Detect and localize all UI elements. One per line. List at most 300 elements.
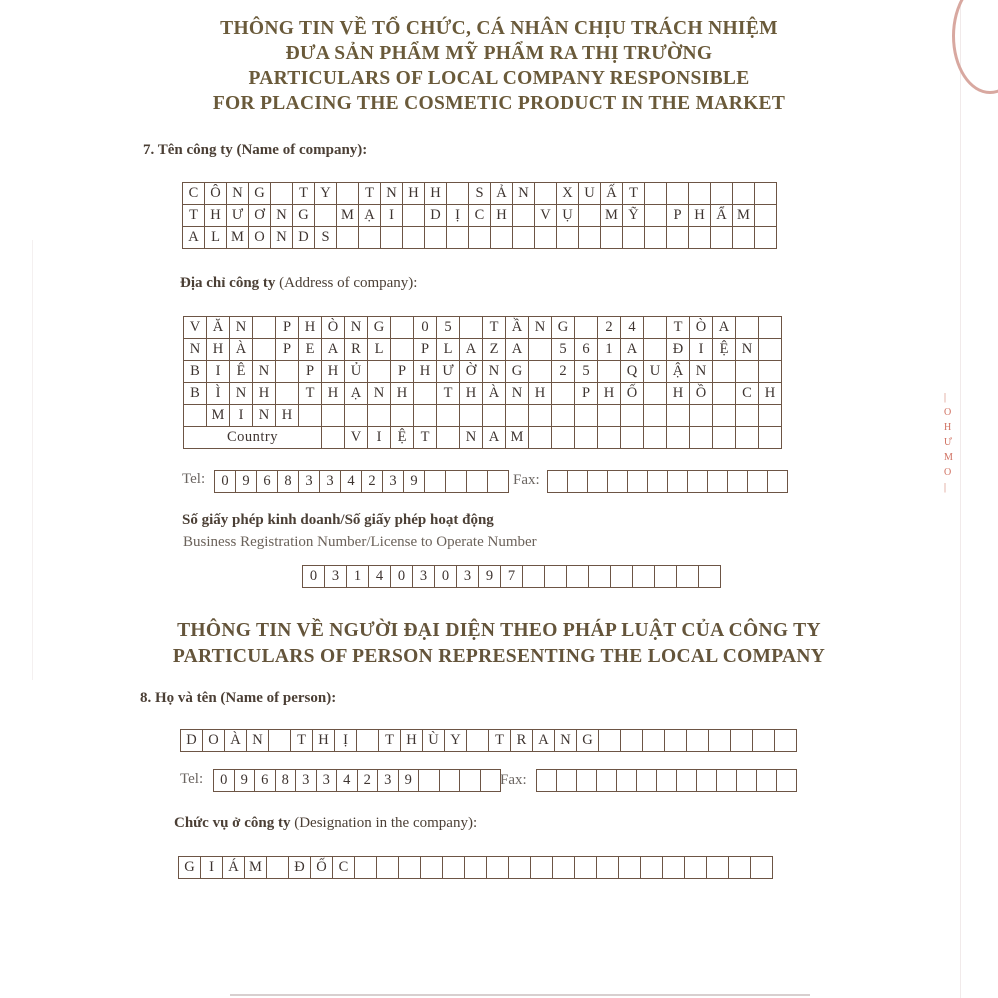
letter-box[interactable]: A xyxy=(322,339,345,361)
letter-box[interactable] xyxy=(276,361,299,383)
letter-box[interactable] xyxy=(628,471,648,493)
letter-box[interactable]: Ù xyxy=(423,730,445,752)
letter-box[interactable] xyxy=(184,405,207,427)
letter-box[interactable] xyxy=(391,339,414,361)
letter-box[interactable]: V xyxy=(345,427,368,449)
letter-box[interactable] xyxy=(437,405,460,427)
letter-box[interactable] xyxy=(465,857,487,879)
letter-box[interactable]: 2 xyxy=(362,471,383,493)
letter-box[interactable] xyxy=(535,227,557,249)
letter-box[interactable]: Y xyxy=(315,183,337,205)
letter-box[interactable] xyxy=(599,730,621,752)
person-name-grid[interactable] xyxy=(180,729,797,752)
letter-box[interactable] xyxy=(687,730,709,752)
letter-box[interactable] xyxy=(509,857,531,879)
letter-box[interactable]: 4 xyxy=(337,770,358,792)
letter-box[interactable]: 0 xyxy=(215,471,236,493)
letter-box[interactable]: P xyxy=(575,383,598,405)
letter-box[interactable] xyxy=(644,317,667,339)
letter-box[interactable]: H xyxy=(414,361,437,383)
letter-box[interactable] xyxy=(391,317,414,339)
letter-box[interactable]: 6 xyxy=(257,471,278,493)
letter-box[interactable] xyxy=(487,857,509,879)
letter-box[interactable] xyxy=(447,183,469,205)
letter-box[interactable] xyxy=(552,383,575,405)
letter-box[interactable]: S xyxy=(315,227,337,249)
letter-box[interactable]: N xyxy=(690,361,713,383)
letter-box[interactable]: À xyxy=(225,730,247,752)
letter-box[interactable]: D xyxy=(425,205,447,227)
letter-box[interactable]: Ò xyxy=(322,317,345,339)
letter-box[interactable]: Ạ xyxy=(359,205,381,227)
letter-box[interactable]: H xyxy=(276,405,299,427)
letter-box[interactable]: Á xyxy=(223,857,245,879)
letter-box[interactable] xyxy=(645,227,667,249)
letter-box[interactable] xyxy=(689,227,711,249)
letter-box[interactable]: 3 xyxy=(320,471,341,493)
letter-box[interactable] xyxy=(535,183,557,205)
letter-box[interactable] xyxy=(667,183,689,205)
letter-box[interactable] xyxy=(271,183,293,205)
letter-box[interactable] xyxy=(667,405,690,427)
letter-box[interactable] xyxy=(689,183,711,205)
letter-box[interactable] xyxy=(460,317,483,339)
letter-box[interactable] xyxy=(403,227,425,249)
letter-box[interactable] xyxy=(419,770,440,792)
letter-box[interactable]: C xyxy=(736,383,759,405)
letter-box[interactable]: C xyxy=(469,205,491,227)
letter-box[interactable] xyxy=(425,227,447,249)
letter-box[interactable]: 1 xyxy=(598,339,621,361)
letter-box[interactable]: Đ xyxy=(667,339,690,361)
letter-box[interactable]: M xyxy=(207,405,230,427)
letter-box[interactable]: Ô xyxy=(205,183,227,205)
letter-box[interactable]: P xyxy=(391,361,414,383)
letter-box[interactable]: R xyxy=(345,339,368,361)
letter-box[interactable]: Z xyxy=(483,339,506,361)
letter-box[interactable] xyxy=(552,405,575,427)
letter-box[interactable] xyxy=(677,770,697,792)
letter-box[interactable]: H xyxy=(529,383,552,405)
letter-box[interactable]: G xyxy=(506,361,529,383)
letter-box[interactable] xyxy=(253,339,276,361)
letter-box[interactable] xyxy=(668,471,688,493)
letter-box[interactable]: H xyxy=(299,317,322,339)
letter-box[interactable] xyxy=(775,730,797,752)
letter-box[interactable]: N xyxy=(736,339,759,361)
letter-box[interactable] xyxy=(506,405,529,427)
letter-box[interactable]: 9 xyxy=(236,471,257,493)
letter-box[interactable] xyxy=(667,427,690,449)
letter-box[interactable] xyxy=(611,566,633,588)
letter-box[interactable] xyxy=(377,857,399,879)
letter-box[interactable] xyxy=(575,857,597,879)
letter-box[interactable]: 8 xyxy=(276,770,297,792)
letter-box[interactable]: P xyxy=(276,317,299,339)
letter-box[interactable]: G xyxy=(249,183,271,205)
letter-box[interactable] xyxy=(736,317,759,339)
company-tel-grid[interactable] xyxy=(214,470,509,493)
letter-box[interactable]: 3 xyxy=(325,566,347,588)
license-number-grid[interactable] xyxy=(302,565,721,588)
letter-box[interactable]: T xyxy=(483,317,506,339)
letter-box[interactable] xyxy=(391,405,414,427)
letter-box[interactable]: Ậ xyxy=(667,361,690,383)
letter-box[interactable]: P xyxy=(276,339,299,361)
letter-box[interactable]: 3 xyxy=(413,566,435,588)
letter-box[interactable] xyxy=(368,405,391,427)
letter-box[interactable]: I xyxy=(690,339,713,361)
letter-box[interactable]: 3 xyxy=(296,770,317,792)
letter-box[interactable]: Ồ xyxy=(690,383,713,405)
letter-box[interactable] xyxy=(748,471,768,493)
letter-box[interactable] xyxy=(513,227,535,249)
letter-box[interactable] xyxy=(621,427,644,449)
letter-box[interactable]: 1 xyxy=(347,566,369,588)
letter-box[interactable] xyxy=(322,427,345,449)
letter-box[interactable]: M xyxy=(506,427,529,449)
letter-box[interactable]: À xyxy=(483,383,506,405)
letter-box[interactable]: Ấ xyxy=(601,183,623,205)
letter-box[interactable] xyxy=(759,317,782,339)
letter-box[interactable]: 9 xyxy=(479,566,501,588)
letter-box[interactable] xyxy=(713,361,736,383)
letter-box[interactable]: H xyxy=(403,183,425,205)
letter-box[interactable] xyxy=(399,857,421,879)
letter-box[interactable]: N xyxy=(529,317,552,339)
letter-box[interactable] xyxy=(608,471,628,493)
letter-box[interactable]: Ệ xyxy=(391,427,414,449)
letter-box[interactable]: N xyxy=(271,205,293,227)
letter-box[interactable]: Ụ xyxy=(557,205,579,227)
letter-box[interactable] xyxy=(755,183,777,205)
letter-box[interactable] xyxy=(269,730,291,752)
letter-box[interactable]: N xyxy=(483,361,506,383)
letter-box[interactable] xyxy=(711,183,733,205)
letter-box[interactable]: 4 xyxy=(369,566,391,588)
letter-box[interactable]: L xyxy=(205,227,227,249)
letter-box[interactable]: 3 xyxy=(378,770,399,792)
letter-box[interactable]: T xyxy=(623,183,645,205)
letter-box[interactable]: T xyxy=(437,383,460,405)
letter-box[interactable] xyxy=(598,427,621,449)
letter-box[interactable]: Đ xyxy=(289,857,311,879)
letter-box[interactable] xyxy=(357,730,379,752)
letter-box[interactable]: B xyxy=(184,361,207,383)
letter-box[interactable] xyxy=(601,227,623,249)
letter-box[interactable] xyxy=(467,471,488,493)
letter-box[interactable]: H xyxy=(667,383,690,405)
letter-box[interactable] xyxy=(619,857,641,879)
letter-box[interactable]: Q xyxy=(621,361,644,383)
letter-box[interactable]: M xyxy=(227,227,249,249)
letter-box[interactable]: D xyxy=(293,227,315,249)
letter-box[interactable]: R xyxy=(511,730,533,752)
letter-box[interactable] xyxy=(728,471,748,493)
letter-box[interactable] xyxy=(713,427,736,449)
letter-box[interactable] xyxy=(597,857,619,879)
letter-box[interactable] xyxy=(575,405,598,427)
letter-box[interactable]: G xyxy=(577,730,599,752)
letter-box[interactable] xyxy=(322,405,345,427)
letter-box[interactable] xyxy=(567,566,589,588)
letter-box[interactable] xyxy=(709,730,731,752)
letter-box[interactable] xyxy=(733,183,755,205)
letter-box[interactable] xyxy=(717,770,737,792)
letter-box[interactable]: Ạ xyxy=(345,383,368,405)
letter-box[interactable]: 5 xyxy=(575,361,598,383)
letter-box[interactable] xyxy=(529,361,552,383)
letter-box[interactable]: H xyxy=(401,730,423,752)
letter-box[interactable]: H xyxy=(425,183,447,205)
letter-box[interactable] xyxy=(623,227,645,249)
letter-box[interactable]: C xyxy=(333,857,355,879)
letter-box[interactable] xyxy=(588,471,608,493)
letter-box[interactable] xyxy=(731,730,753,752)
letter-box[interactable] xyxy=(488,471,509,493)
letter-box[interactable] xyxy=(777,770,797,792)
letter-box[interactable]: N xyxy=(513,183,535,205)
letter-box[interactable]: Ủ xyxy=(345,361,368,383)
letter-box[interactable] xyxy=(513,205,535,227)
letter-box[interactable]: T xyxy=(299,383,322,405)
letter-box[interactable]: Ỹ xyxy=(623,205,645,227)
letter-box[interactable] xyxy=(697,770,717,792)
letter-box[interactable]: I xyxy=(207,361,230,383)
letter-box[interactable]: 6 xyxy=(255,770,276,792)
letter-box[interactable] xyxy=(751,857,773,879)
letter-box[interactable] xyxy=(368,361,391,383)
company-fax-grid[interactable] xyxy=(547,470,788,493)
letter-box[interactable]: N xyxy=(368,383,391,405)
letter-box[interactable] xyxy=(736,427,759,449)
letter-box[interactable]: Ệ xyxy=(713,339,736,361)
letter-box[interactable]: 4 xyxy=(621,317,644,339)
letter-box[interactable] xyxy=(644,383,667,405)
letter-box[interactable]: A xyxy=(483,427,506,449)
letter-box[interactable]: P xyxy=(667,205,689,227)
letter-box[interactable]: Ư xyxy=(437,361,460,383)
letter-box[interactable]: I xyxy=(230,405,253,427)
letter-box[interactable] xyxy=(355,857,377,879)
letter-box[interactable]: L xyxy=(368,339,391,361)
letter-box[interactable]: H xyxy=(689,205,711,227)
letter-box[interactable]: A xyxy=(533,730,555,752)
letter-box[interactable] xyxy=(688,471,708,493)
letter-box[interactable]: Ư xyxy=(227,205,249,227)
letter-box[interactable] xyxy=(645,183,667,205)
letter-box[interactable]: N xyxy=(253,361,276,383)
letter-box[interactable] xyxy=(759,405,782,427)
letter-box[interactable] xyxy=(469,227,491,249)
letter-box[interactable]: H xyxy=(313,730,335,752)
letter-box[interactable] xyxy=(579,227,601,249)
letter-box[interactable]: N xyxy=(253,405,276,427)
letter-box[interactable] xyxy=(699,566,721,588)
letter-box[interactable]: 8 xyxy=(278,471,299,493)
letter-box[interactable]: 4 xyxy=(341,471,362,493)
letter-box[interactable]: V xyxy=(535,205,557,227)
letter-box[interactable]: 9 xyxy=(404,471,425,493)
letter-box[interactable] xyxy=(421,857,443,879)
letter-box[interactable] xyxy=(589,566,611,588)
letter-box[interactable]: Ả xyxy=(491,183,513,205)
letter-box[interactable] xyxy=(768,471,788,493)
letter-box[interactable] xyxy=(657,770,677,792)
letter-box[interactable]: A xyxy=(621,339,644,361)
letter-box[interactable]: H xyxy=(322,361,345,383)
letter-box[interactable] xyxy=(315,205,337,227)
letter-box[interactable] xyxy=(531,857,553,879)
letter-box[interactable]: Ì xyxy=(207,383,230,405)
letter-box[interactable]: 3 xyxy=(317,770,338,792)
letter-box[interactable] xyxy=(381,227,403,249)
letter-box[interactable]: V xyxy=(184,317,207,339)
letter-box[interactable] xyxy=(437,427,460,449)
letter-box[interactable]: O xyxy=(249,227,271,249)
letter-box[interactable] xyxy=(759,361,782,383)
letter-box[interactable] xyxy=(645,205,667,227)
letter-box[interactable] xyxy=(467,730,489,752)
letter-box[interactable] xyxy=(598,361,621,383)
letter-box[interactable]: H xyxy=(759,383,782,405)
letter-box[interactable]: Y xyxy=(445,730,467,752)
letter-box[interactable]: N xyxy=(184,339,207,361)
letter-box[interactable] xyxy=(267,857,289,879)
letter-box[interactable] xyxy=(253,317,276,339)
letter-box[interactable]: 0 xyxy=(391,566,413,588)
letter-box[interactable] xyxy=(711,227,733,249)
letter-box[interactable] xyxy=(553,857,575,879)
letter-box[interactable] xyxy=(644,427,667,449)
letter-box[interactable] xyxy=(443,857,465,879)
letter-box[interactable]: 5 xyxy=(437,317,460,339)
letter-box[interactable]: N xyxy=(345,317,368,339)
letter-box[interactable] xyxy=(577,770,597,792)
letter-box[interactable]: U xyxy=(579,183,601,205)
letter-box[interactable]: Ố xyxy=(311,857,333,879)
letter-box[interactable] xyxy=(737,770,757,792)
letter-box[interactable] xyxy=(644,405,667,427)
letter-box[interactable]: G xyxy=(368,317,391,339)
letter-box[interactable]: N xyxy=(555,730,577,752)
letter-box[interactable]: Ò xyxy=(690,317,713,339)
letter-box[interactable]: 2 xyxy=(552,361,575,383)
letter-box[interactable] xyxy=(733,227,755,249)
letter-box[interactable] xyxy=(713,405,736,427)
letter-box[interactable] xyxy=(337,227,359,249)
letter-box[interactable] xyxy=(759,339,782,361)
letter-box[interactable]: 0 xyxy=(414,317,437,339)
letter-box[interactable]: Ê xyxy=(230,361,253,383)
letter-box[interactable] xyxy=(633,566,655,588)
letter-box[interactable] xyxy=(665,730,687,752)
letter-box[interactable] xyxy=(729,857,751,879)
letter-box[interactable]: 3 xyxy=(457,566,479,588)
letter-box[interactable]: I xyxy=(381,205,403,227)
letter-box[interactable] xyxy=(276,383,299,405)
letter-box[interactable]: 2 xyxy=(358,770,379,792)
letter-box[interactable] xyxy=(414,405,437,427)
letter-box[interactable] xyxy=(648,471,668,493)
letter-box[interactable]: N xyxy=(227,183,249,205)
letter-box[interactable]: S xyxy=(469,183,491,205)
letter-box[interactable]: M xyxy=(337,205,359,227)
letter-box[interactable] xyxy=(425,471,446,493)
designation-grid[interactable] xyxy=(178,856,773,879)
letter-box[interactable]: T xyxy=(359,183,381,205)
letter-box[interactable]: E xyxy=(299,339,322,361)
letter-box[interactable]: H xyxy=(598,383,621,405)
letter-box[interactable] xyxy=(643,730,665,752)
letter-box[interactable] xyxy=(557,770,577,792)
letter-box[interactable]: N xyxy=(381,183,403,205)
letter-box[interactable]: Ờ xyxy=(460,361,483,383)
letter-box[interactable] xyxy=(736,405,759,427)
letter-box[interactable] xyxy=(755,227,777,249)
letter-box[interactable] xyxy=(359,227,381,249)
letter-box[interactable]: T xyxy=(667,317,690,339)
letter-box[interactable]: H xyxy=(460,383,483,405)
letter-box[interactable]: 3 xyxy=(383,471,404,493)
letter-box[interactable]: U xyxy=(644,361,667,383)
letter-box[interactable] xyxy=(708,471,728,493)
letter-box[interactable]: N xyxy=(247,730,269,752)
letter-box[interactable] xyxy=(707,857,729,879)
letter-box[interactable]: Ị xyxy=(447,205,469,227)
letter-box[interactable]: M xyxy=(245,857,267,879)
letter-box[interactable] xyxy=(529,427,552,449)
letter-box[interactable] xyxy=(736,361,759,383)
person-tel-grid[interactable] xyxy=(213,769,501,792)
letter-box[interactable] xyxy=(545,566,567,588)
letter-box[interactable]: P xyxy=(414,339,437,361)
letter-box[interactable] xyxy=(655,566,677,588)
letter-box[interactable]: A xyxy=(460,339,483,361)
letter-box[interactable]: T xyxy=(414,427,437,449)
letter-box[interactable] xyxy=(713,383,736,405)
letter-box[interactable]: Ị xyxy=(335,730,357,752)
letter-box[interactable] xyxy=(345,405,368,427)
letter-box[interactable]: D xyxy=(181,730,203,752)
letter-box[interactable] xyxy=(299,405,322,427)
letter-box[interactable] xyxy=(617,770,637,792)
letter-box[interactable] xyxy=(677,566,699,588)
letter-box[interactable]: H xyxy=(322,383,345,405)
letter-box[interactable]: T xyxy=(489,730,511,752)
letter-box[interactable] xyxy=(523,566,545,588)
letter-box[interactable]: B xyxy=(184,383,207,405)
letter-box[interactable] xyxy=(598,405,621,427)
letter-box[interactable] xyxy=(690,405,713,427)
letter-box[interactable]: T xyxy=(293,183,315,205)
letter-box[interactable] xyxy=(575,317,598,339)
letter-box[interactable]: O xyxy=(203,730,225,752)
letter-box[interactable]: N xyxy=(460,427,483,449)
letter-box[interactable]: N xyxy=(230,383,253,405)
letter-box[interactable]: N xyxy=(506,383,529,405)
letter-box[interactable]: X xyxy=(557,183,579,205)
person-fax-grid[interactable] xyxy=(536,769,797,792)
letter-box[interactable]: 6 xyxy=(575,339,598,361)
letter-box[interactable] xyxy=(644,339,667,361)
letter-box[interactable]: Ẩ xyxy=(711,205,733,227)
letter-box[interactable] xyxy=(575,427,598,449)
letter-box[interactable]: M xyxy=(601,205,623,227)
letter-box[interactable] xyxy=(759,427,782,449)
letter-box[interactable] xyxy=(440,770,461,792)
letter-box[interactable]: À xyxy=(230,339,253,361)
